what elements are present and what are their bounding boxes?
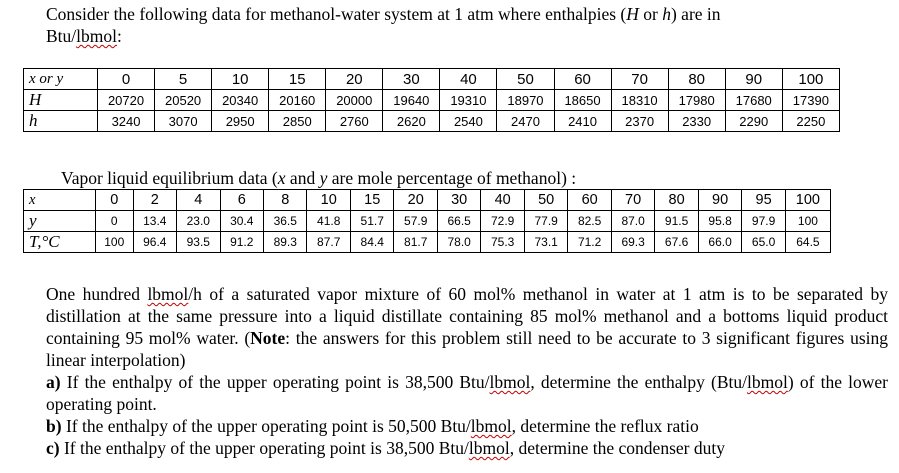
vle-cell: 100: [96, 232, 134, 253]
question-a-text-2: , determine the enthalpy (Btu/: [530, 372, 748, 392]
intro-paragraph: [46, 3, 891, 47]
enthalpy-header-cell: 80: [668, 69, 725, 90]
intro-unit-lbmol: lbmol: [76, 26, 117, 46]
vle-cell: 69.3: [611, 232, 654, 253]
vle-cell: 87.0: [611, 211, 654, 232]
vle-row-y: [24, 211, 831, 232]
enthalpy-cell: 2250: [782, 111, 839, 132]
vle-title-post: are mole percentage of methanol) :: [327, 168, 577, 188]
vle-cell: 81.7: [394, 232, 437, 253]
vle-cell: 71.2: [568, 232, 611, 253]
question-b-lbmol: lbmol: [470, 416, 512, 436]
question-c-label: c): [46, 438, 60, 458]
intro-unit-prefix: Btu/: [46, 26, 77, 46]
vle-cell: 66.5: [437, 211, 480, 232]
enthalpy-header-cell: 60: [554, 69, 611, 90]
vle-cell: 8: [264, 190, 307, 211]
vle-cell: 72.9: [481, 211, 524, 232]
vle-cell: 97.9: [742, 211, 785, 232]
vle-cell: 13.4: [133, 211, 176, 232]
vle-cell: 6: [220, 190, 263, 211]
enthalpy-row-H: [24, 90, 840, 111]
intro-h-symbol: h: [662, 4, 671, 24]
enthalpy-cell: 18310: [611, 90, 668, 111]
vle-cell: 95.8: [698, 211, 741, 232]
enthalpy-cell: 20160: [269, 90, 326, 111]
vle-table: [23, 189, 831, 253]
vle-row-label: T,°C: [24, 232, 96, 253]
enthalpy-cell: 20340: [212, 90, 269, 111]
vle-cell: 20: [394, 190, 437, 211]
vle-title-and: and: [285, 168, 320, 188]
vle-cell: 80: [655, 190, 698, 211]
vle-title-y: y: [319, 168, 328, 188]
vle-cell: 57.9: [394, 211, 437, 232]
enthalpy-row-h: [24, 111, 840, 132]
question-b-text-2: , determine the reflux ratio: [511, 416, 699, 436]
vle-cell: 36.5: [264, 211, 307, 232]
vle-cell: 0: [96, 211, 134, 232]
question-a-label: a): [46, 372, 61, 392]
vle-cell: 67.6: [655, 232, 698, 253]
question-a-lbmol-2: lbmol: [747, 372, 788, 392]
enthalpy-cell: 2410: [554, 111, 611, 132]
vle-cell: 50: [524, 190, 567, 211]
vle-title: [61, 167, 576, 189]
question-a-text-3: ) of the lower operating point.: [46, 372, 888, 414]
enthalpy-cell: 2330: [668, 111, 725, 132]
enthalpy-header-cell: 30: [383, 69, 440, 90]
question-a-lbmol-1: lbmol: [489, 372, 531, 392]
enthalpy-cell: 2850: [269, 111, 326, 132]
vle-cell: 0: [96, 190, 134, 211]
enthalpy-cell: 18970: [497, 90, 554, 111]
question-c-text-2: , determine the condenser duty: [509, 438, 725, 458]
enthalpy-header-cell: 40: [440, 69, 497, 90]
enthalpy-row-label: h: [24, 111, 98, 132]
enthalpy-cell: 20720: [98, 90, 155, 111]
vle-cell: 77.9: [524, 211, 567, 232]
question-c: [46, 437, 888, 459]
problem-text-1: One hundred: [46, 284, 148, 304]
enthalpy-cell: 18650: [554, 90, 611, 111]
note-label: Note: [250, 328, 286, 348]
intro-H-symbol: H: [626, 4, 639, 24]
enthalpy-cell: 2370: [611, 111, 668, 132]
enthalpy-row-label: H: [24, 90, 98, 111]
intro-text-1: Consider the following data for methanol-water system at 1 atm where enthalpies (: [46, 4, 627, 24]
vle-cell: 23.0: [177, 211, 220, 232]
vle-cell: 41.8: [307, 211, 350, 232]
enthalpy-header-label: x or y: [24, 69, 98, 90]
enthalpy-cell: 17980: [668, 90, 725, 111]
vle-title-x: x: [277, 168, 286, 188]
question-c-lbmol: lbmol: [468, 438, 510, 458]
vle-row-temperature: [24, 232, 831, 253]
vle-cell: 15: [350, 190, 393, 211]
intro-text-2: ) are in: [670, 4, 721, 24]
vle-row-label: x: [24, 190, 96, 211]
problem-statement: [46, 283, 888, 459]
enthalpy-cell: 2540: [440, 111, 497, 132]
vle-cell: 78.0: [437, 232, 480, 253]
question-a: [46, 371, 888, 415]
problem-text-2: /h of a saturated vapor mixture of 60 mol% methanol in water at 1 atm is to be separated by distillation at the same pressure into a liquid distillate containing 85 mol% methanol and a bottoms liquid product containing 95 mol% water. (: [46, 284, 888, 348]
vle-row-x: [24, 190, 831, 211]
vle-cell: 75.3: [481, 232, 524, 253]
vle-cell: 30: [437, 190, 480, 211]
vle-cell: 66.0: [698, 232, 741, 253]
vle-cell: 82.5: [568, 211, 611, 232]
enthalpy-cell: 17390: [782, 90, 839, 111]
enthalpy-cell: 3070: [155, 111, 212, 132]
enthalpy-cell: 20520: [155, 90, 212, 111]
enthalpy-header-cell: 100: [782, 69, 839, 90]
enthalpy-cell: 20000: [326, 90, 383, 111]
enthalpy-cell: 2760: [326, 111, 383, 132]
vle-row-label: y: [24, 211, 96, 232]
vle-cell: 91.2: [220, 232, 263, 253]
enthalpy-cell: 19640: [383, 90, 440, 111]
enthalpy-cell: 19310: [440, 90, 497, 111]
vle-cell: 65.0: [742, 232, 785, 253]
problem-text-3: : the answers for this problem still need to be accurate to 3 significant figures using linear interpolation): [46, 328, 888, 370]
vle-cell: 100: [785, 190, 830, 211]
vle-cell: 60: [568, 190, 611, 211]
vle-cell: 10: [307, 190, 350, 211]
enthalpy-cell: 2950: [212, 111, 269, 132]
enthalpy-header-cell: 70: [611, 69, 668, 90]
intro-unit-suffix: :: [117, 26, 122, 46]
enthalpy-table: [23, 68, 840, 132]
enthalpy-cell: 17680: [725, 90, 782, 111]
vle-cell: 95: [742, 190, 785, 211]
enthalpy-header-cell: 0: [98, 69, 155, 90]
intro-or: or: [638, 4, 663, 24]
vle-cell: 4: [177, 190, 220, 211]
question-b-label: b): [46, 416, 62, 436]
vle-cell: 100: [785, 211, 830, 232]
enthalpy-cell: 3240: [98, 111, 155, 132]
enthalpy-header-cell: 20: [326, 69, 383, 90]
enthalpy-header-cell: 15: [269, 69, 326, 90]
vle-cell: 40: [481, 190, 524, 211]
enthalpy-cell: 2290: [725, 111, 782, 132]
question-a-text-1: If the enthalpy of the upper operating point is 38,500 Btu/: [60, 372, 490, 392]
enthalpy-header-cell: 50: [497, 69, 554, 90]
vle-title-pre: Vapor liquid equilibrium data (: [61, 168, 278, 188]
question-b: [46, 415, 888, 437]
vle-cell: 51.7: [350, 211, 393, 232]
enthalpy-cell: 2620: [383, 111, 440, 132]
enthalpy-cell: 2470: [497, 111, 554, 132]
question-b-text-1: If the enthalpy of the upper operating point is 50,500 Btu/: [61, 416, 471, 436]
question-c-text-1: If the enthalpy of the upper operating point is 38,500 Btu/: [59, 438, 469, 458]
vle-cell: 93.5: [177, 232, 220, 253]
vle-cell: 2: [133, 190, 176, 211]
vle-cell: 70: [611, 190, 654, 211]
vle-cell: 89.3: [264, 232, 307, 253]
enthalpy-header-cell: 90: [725, 69, 782, 90]
vle-cell: 87.7: [307, 232, 350, 253]
vle-cell: 30.4: [220, 211, 263, 232]
vle-cell: 91.5: [655, 211, 698, 232]
vle-cell: 64.5: [785, 232, 830, 253]
vle-cell: 73.1: [524, 232, 567, 253]
vle-cell: 96.4: [133, 232, 176, 253]
enthalpy-header-cell: 10: [212, 69, 269, 90]
enthalpy-header-cell: 5: [155, 69, 212, 90]
enthalpy-header-row: [24, 69, 840, 90]
problem-lbmol: lbmol: [147, 284, 189, 304]
vle-cell: 90: [698, 190, 741, 211]
vle-cell: 84.4: [350, 232, 393, 253]
